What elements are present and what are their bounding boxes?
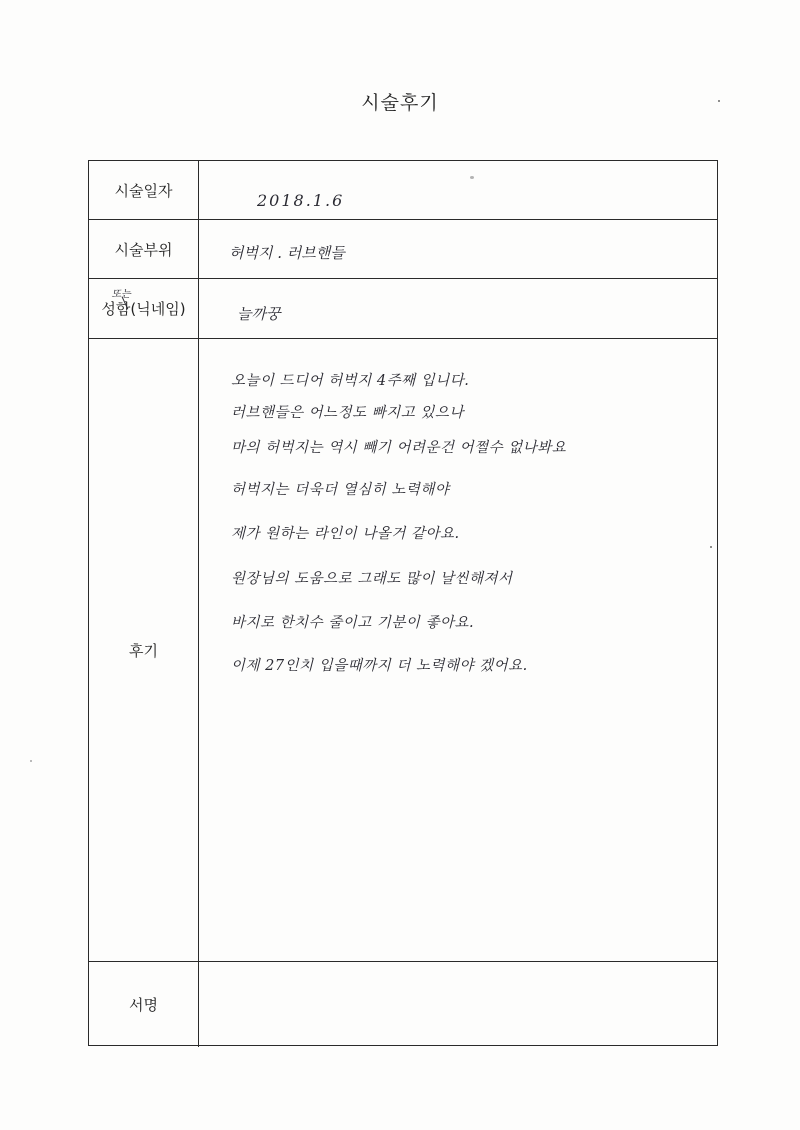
- name-row: [89, 279, 717, 339]
- date-value: 2018.1.6: [257, 191, 345, 210]
- signature-row: [89, 962, 717, 1047]
- review-line: 원장님의 도움으로 그래도 많이 날씬해져서: [231, 571, 513, 587]
- scan-speck: [470, 176, 474, 179]
- name-annotation: 또는: [111, 289, 131, 300]
- signature-label: 서명: [89, 962, 199, 1047]
- area-cell[interactable]: [199, 220, 717, 278]
- date-row: [89, 161, 717, 220]
- name-label-wrap: [101, 289, 186, 319]
- signature-cell[interactable]: [199, 962, 717, 1047]
- scan-speck: [30, 760, 32, 762]
- review-cell[interactable]: [199, 339, 717, 961]
- area-label: 시술부위: [89, 220, 199, 278]
- review-line: 허벅지는 더욱더 열심히 노력해야: [231, 482, 450, 498]
- review-line: 제가 원하는 라인이 나올거 같아요.: [231, 526, 460, 542]
- date-cell[interactable]: [199, 161, 717, 219]
- scan-speck: [718, 100, 720, 102]
- name-cell[interactable]: [199, 279, 717, 338]
- area-row: [89, 220, 717, 279]
- date-label: 시술일자: [89, 161, 199, 219]
- scan-speck: [710, 546, 712, 548]
- page-title: 시술후기: [361, 92, 439, 114]
- review-line: 마의 허벅지는 역시 빼기 어려운건 어쩔수 없나봐요: [231, 440, 567, 456]
- review-line: 이제 27인치 입을때까지 더 노력해야 겠어요.: [231, 658, 528, 674]
- review-line: 바지로 한치수 줄이고 기분이 좋아요.: [231, 615, 475, 631]
- review-row: [89, 339, 717, 962]
- review-form-table: [88, 160, 718, 1046]
- name-value: 늘까꿍: [237, 305, 281, 323]
- review-line: 러브핸들은 어느정도 빠지고 있으나: [231, 405, 464, 421]
- area-value: 허벅지 . 러브핸들: [229, 244, 345, 262]
- name-label-cell: [89, 279, 199, 338]
- review-label: 후기: [89, 339, 199, 961]
- name-label: 성함(닉네임): [101, 300, 186, 318]
- review-line: 오늘이 드디어 허벅지 4주째 입니다.: [231, 373, 470, 389]
